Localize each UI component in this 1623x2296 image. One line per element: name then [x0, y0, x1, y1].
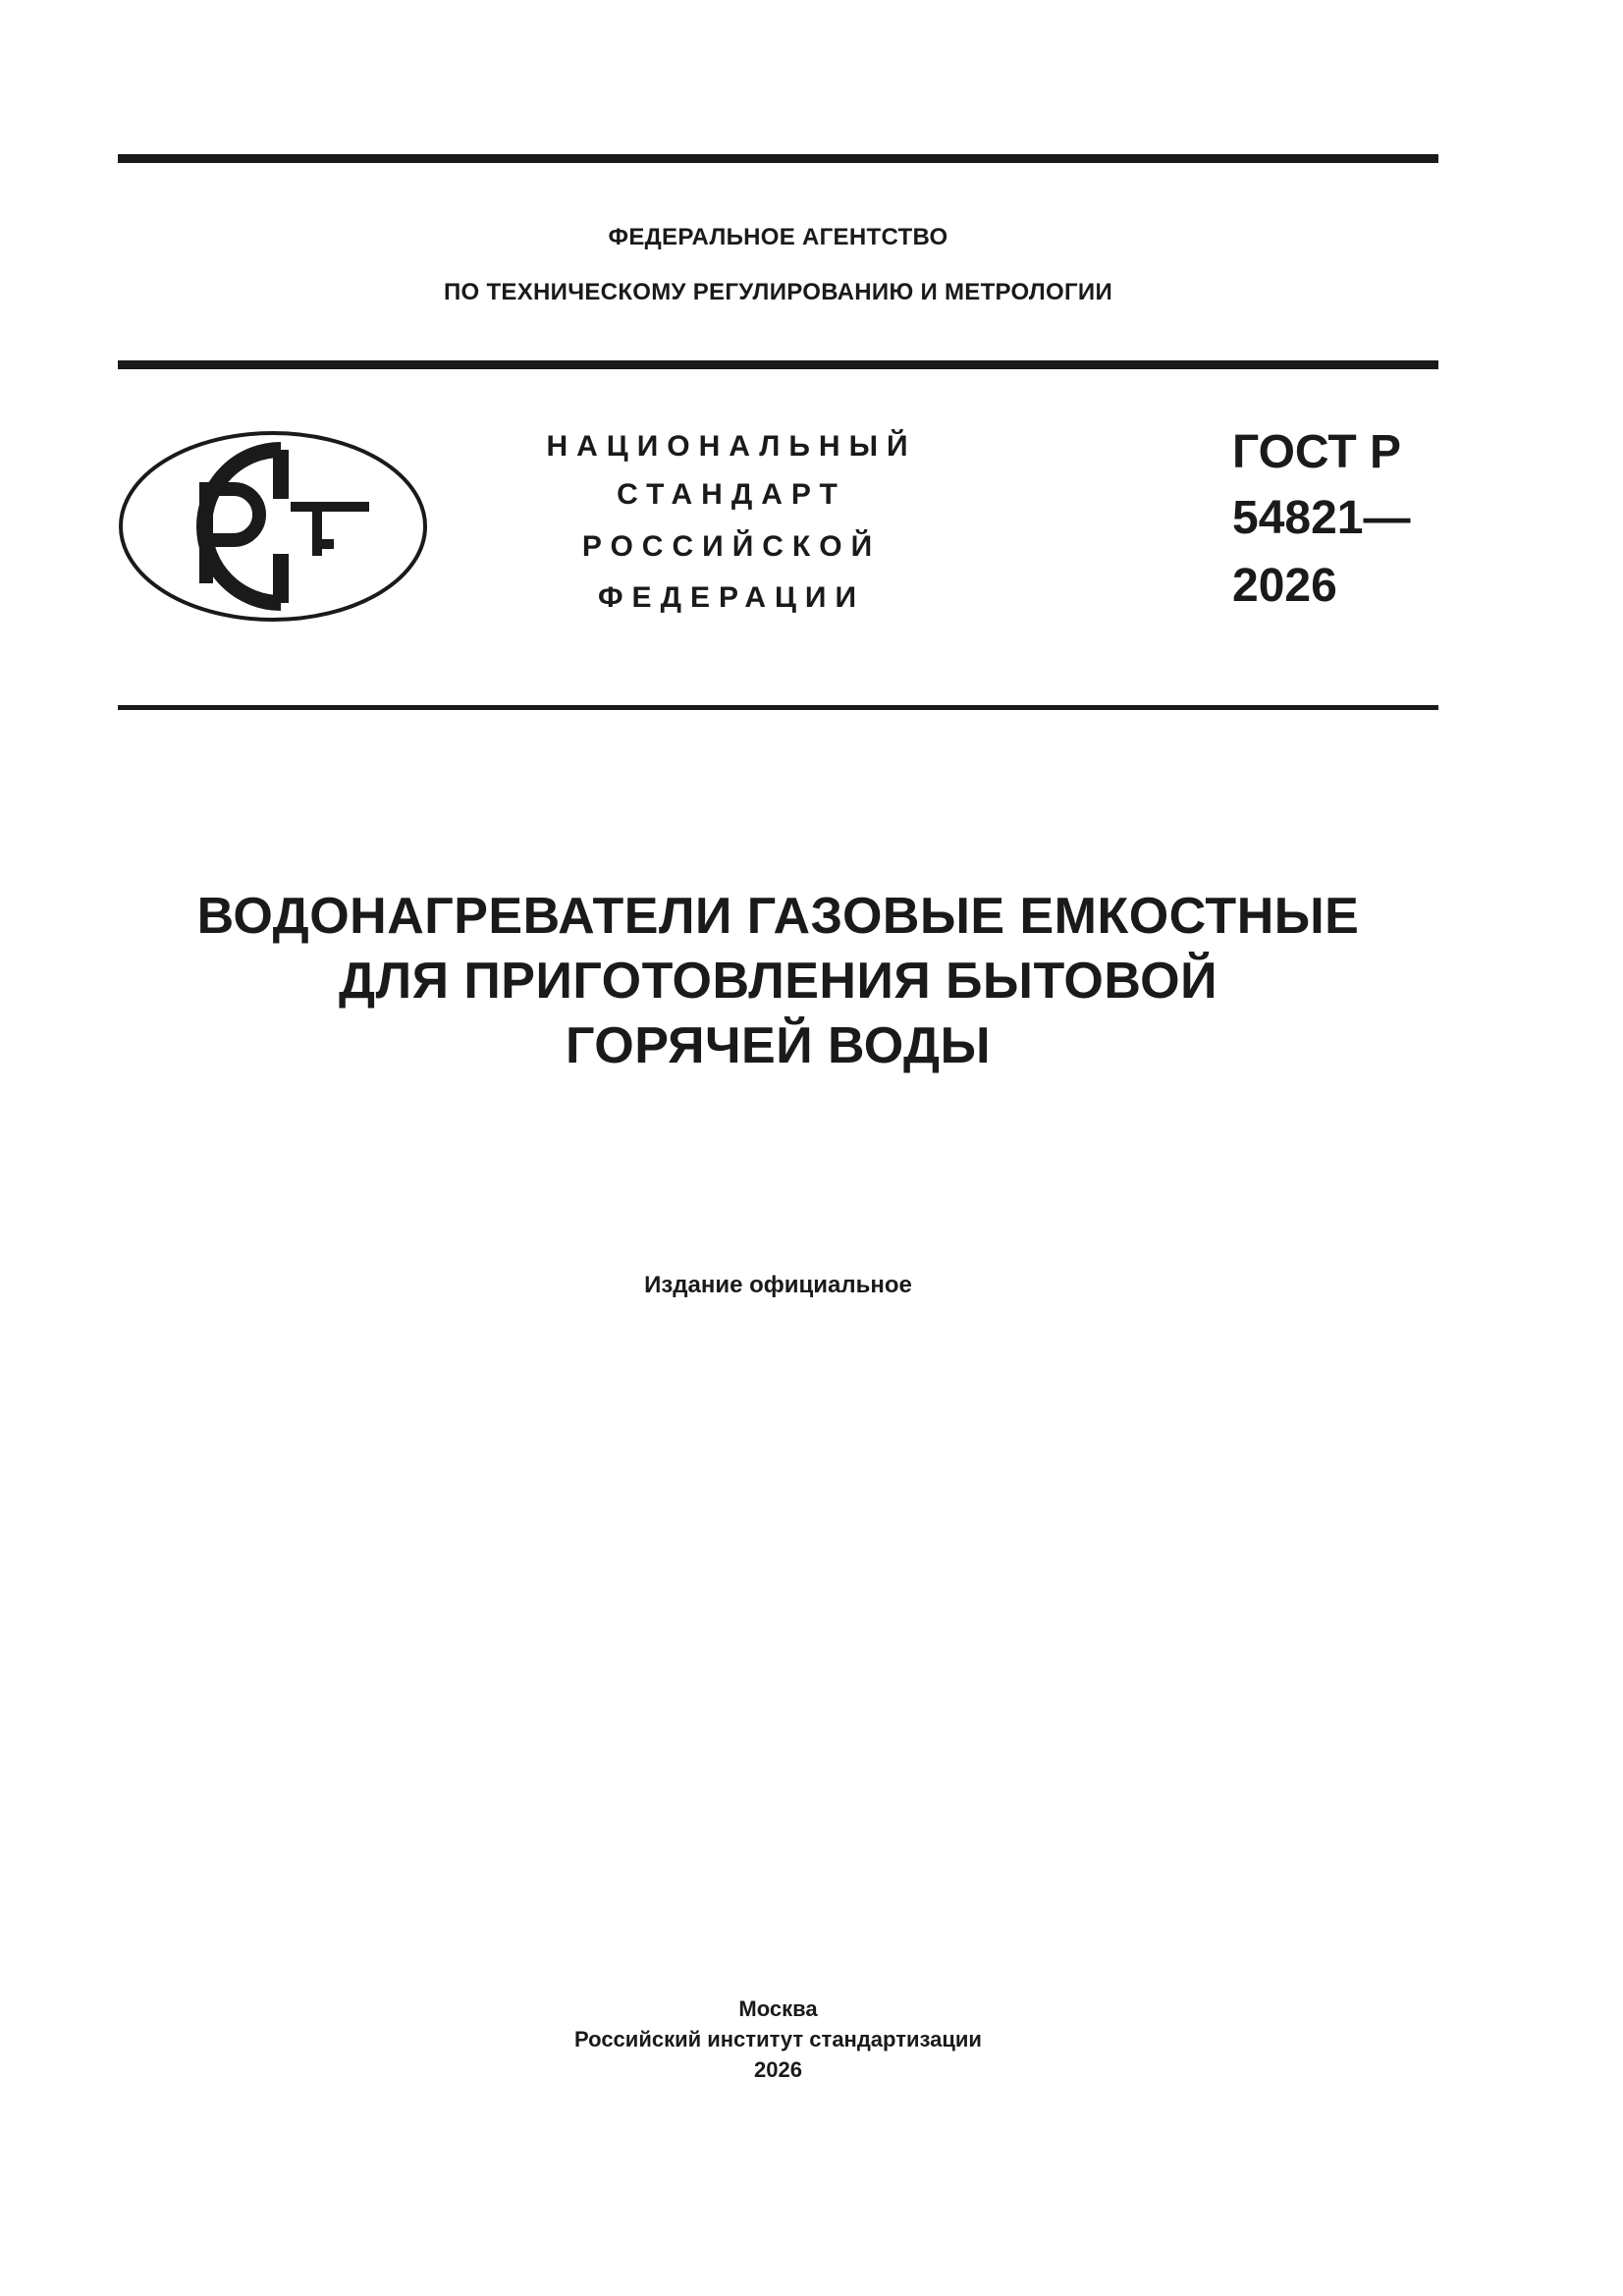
top-rule — [118, 154, 1438, 163]
standard-name-line-3: РОССИЙСКОЙ — [581, 530, 882, 563]
agency-line-1: ФЕДЕРАЛЬНОЕ АГЕНТСТВО — [608, 224, 948, 250]
imprint-year: 2026 — [754, 2057, 802, 2082]
document-title-line-2: ДЛЯ ПРИГОТОВЛЕНИЯ БЫТОВОЙ — [339, 953, 1217, 1010]
standard-number-line-1: ГОСТ Р — [1232, 426, 1402, 478]
imprint-publisher: Российский институт стандартизации — [574, 2027, 982, 2051]
standard-number-line-2: 54821— — [1232, 492, 1411, 544]
edition-label: Издание официальное — [644, 1272, 912, 1298]
agency-line-2: ПО ТЕХНИЧЕСКОМУ РЕГУЛИРОВАНИЮ И МЕТРОЛОГИИ — [443, 279, 1113, 305]
standard-number-line-3: 2026 — [1232, 560, 1337, 612]
imprint-city: Москва — [738, 1996, 818, 2021]
standard-name-line-2: СТАНДАРТ — [617, 478, 846, 511]
document-title-line-1: ВОДОНАГРЕВАТЕЛИ ГАЗОВЫЕ ЕМКОСТНЫЕ — [196, 888, 1360, 945]
standard-name-line-4: ФЕДЕРАЦИИ — [597, 581, 866, 614]
standard-name-line-1: НАЦИОНАЛЬНЫЙ — [546, 430, 917, 463]
header-bottom-rule — [118, 705, 1438, 710]
agency-bottom-rule — [118, 360, 1438, 369]
document-title-line-3: ГОРЯЧЕЙ ВОДЫ — [565, 1017, 992, 1074]
rst-certification-mark-icon — [116, 428, 430, 625]
